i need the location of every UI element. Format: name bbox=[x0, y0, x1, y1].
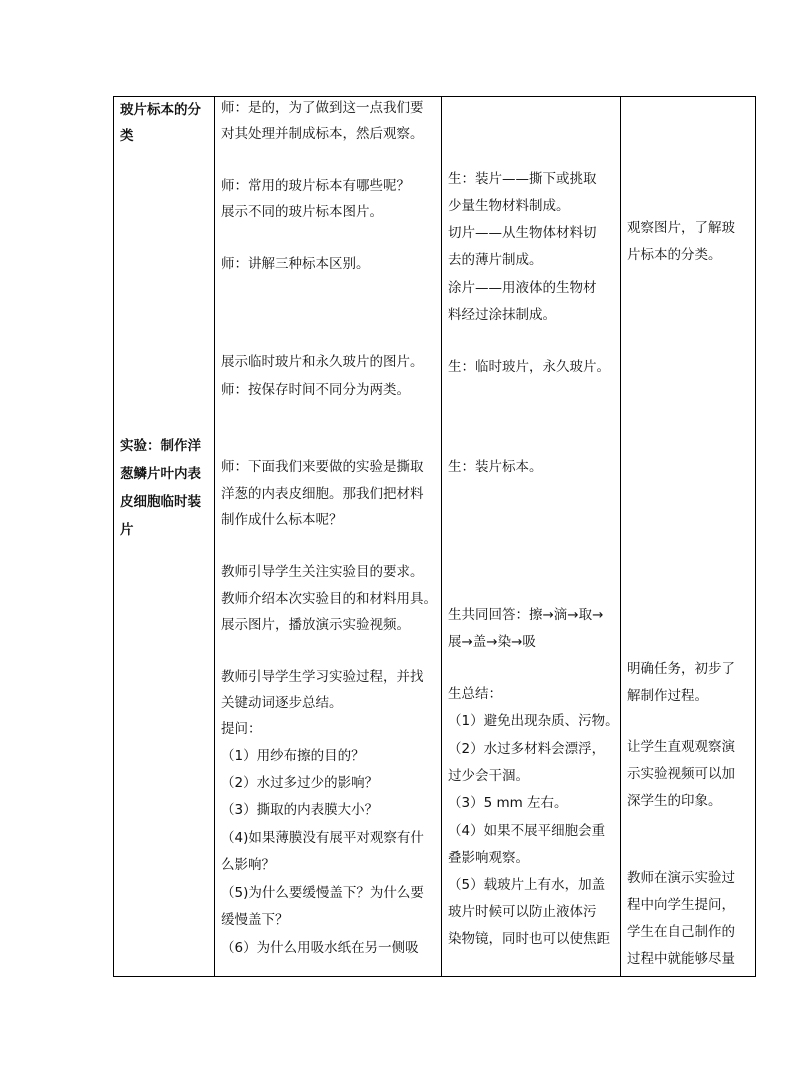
teacher-activity-column bbox=[215, 97, 442, 977]
student-text: 生：装片——撕下或挑取 bbox=[448, 171, 597, 187]
teacher-text: 师：按保存时间不同分为两类。 bbox=[221, 382, 410, 398]
student-text: （5）载玻片上有水，加盖 bbox=[448, 877, 606, 893]
teacher-text: 师：讲解三种标本区别。 bbox=[221, 256, 370, 272]
student-text: 玻片时候可以防止液体污 bbox=[448, 904, 597, 920]
student-text: （4）如果不展平细胞会重 bbox=[448, 823, 606, 839]
teacher-text: 展示临时玻片和永久玻片的图片。 bbox=[221, 354, 424, 370]
teacher-text: （5)为什么要缓慢盖下？为什么要 bbox=[221, 885, 424, 901]
topic-text: 类 bbox=[120, 128, 134, 144]
intent-text: 解制作过程。 bbox=[627, 688, 708, 704]
teacher-text: 缓慢盖下？ bbox=[221, 912, 289, 928]
teacher-text: 师：是的，为了做到这一点我们要 bbox=[221, 100, 424, 116]
topic-text: 实验：制作洋 bbox=[120, 438, 201, 454]
student-text: 涂片——用液体的生物材 bbox=[448, 280, 597, 296]
teacher-text: 教师引导学生学习实验过程，并找 bbox=[221, 669, 424, 685]
intent-text: 观察图片，了解玻 bbox=[627, 220, 735, 236]
student-text: 生总结： bbox=[448, 686, 502, 702]
topic-text: 皮细胞临时装 bbox=[120, 494, 201, 510]
intent-text: 过程中就能够尽量 bbox=[627, 951, 735, 967]
teacher-text: 教师介绍本次实验目的和材料用具。 bbox=[221, 591, 437, 607]
teacher-text: 制作成什么标本呢？ bbox=[221, 512, 343, 528]
student-text: 去的薄片制成。 bbox=[448, 252, 543, 268]
student-text: （3）5 mm 左右。 bbox=[448, 795, 568, 811]
intent-text: 程中向学生提问， bbox=[627, 897, 735, 913]
intent-text: 深学生的印象。 bbox=[627, 793, 722, 809]
student-text: 切片——从生物体材料切 bbox=[448, 225, 597, 241]
teacher-text: 展示不同的玻片标本图片。 bbox=[221, 204, 383, 220]
intent-text: 片标本的分类。 bbox=[627, 247, 722, 263]
teacher-text: 教师引导学生关注实验目的要求。 bbox=[221, 564, 424, 580]
intent-text: 示实验视频可以加 bbox=[627, 766, 735, 782]
student-text: 生：临时玻片，永久玻片。 bbox=[448, 359, 610, 375]
teacher-text: （6）为什么用吸水纸在另一侧吸 bbox=[221, 940, 419, 956]
teacher-text: 提问： bbox=[221, 721, 262, 737]
student-text: 料经过涂抹制成。 bbox=[448, 307, 556, 323]
topic-text: 葱鳞片叶内表 bbox=[120, 466, 201, 482]
teacher-text: 对其处理并制成标本，然后观察。 bbox=[221, 126, 424, 142]
student-text: 少量生物材料制成。 bbox=[448, 198, 570, 214]
student-activity-column bbox=[442, 97, 621, 977]
teacher-text: （2）水过多过少的影响？ bbox=[221, 775, 379, 791]
student-text: 生：装片标本。 bbox=[448, 459, 543, 475]
topic-text: 片 bbox=[120, 522, 134, 538]
intent-text: 让学生直观观察演 bbox=[627, 739, 735, 755]
intent-text: 明确任务，初步了 bbox=[627, 661, 735, 677]
teacher-text: 展示图片，播放演示实验视频。 bbox=[221, 617, 410, 633]
design-intent-column bbox=[621, 97, 756, 977]
student-text: 过少会干涸。 bbox=[448, 768, 529, 784]
student-text: 生共同回答：擦→滴→取→ bbox=[448, 607, 604, 623]
teacher-text: 师：下面我们来要做的实验是撕取 bbox=[221, 459, 424, 475]
student-text: （2）水过多材料会漂浮， bbox=[448, 741, 606, 757]
teacher-text: （1）用纱布擦的目的？ bbox=[221, 748, 365, 764]
topic-column bbox=[114, 97, 215, 977]
teacher-text: （3）撕取的内表膜大小？ bbox=[221, 802, 379, 818]
topic-text: 玻片标本的分 bbox=[120, 102, 201, 118]
intent-text: 学生在自己制作的 bbox=[627, 924, 735, 940]
teacher-text: 洋葱的内表皮细胞。那我们把材料 bbox=[221, 486, 424, 502]
teacher-text: 师：常用的玻片标本有哪些呢？ bbox=[221, 178, 410, 194]
intent-text: 教师在演示实验过 bbox=[627, 870, 735, 886]
student-text: 染物镜，同时也可以使焦距 bbox=[448, 931, 610, 947]
teacher-text: 关键动词逐步总结。 bbox=[221, 695, 343, 711]
student-text: 展→盖→染→吸 bbox=[448, 634, 536, 650]
teacher-text: 么影响？ bbox=[221, 857, 275, 873]
student-text: （1）避免出现杂质、污物。 bbox=[448, 713, 619, 729]
teacher-text: （4)如果薄膜没有展平对观察有什 bbox=[221, 830, 424, 846]
student-text: 叠影响观察。 bbox=[448, 850, 529, 866]
table-row bbox=[114, 97, 756, 977]
lesson-plan-table bbox=[113, 96, 756, 977]
